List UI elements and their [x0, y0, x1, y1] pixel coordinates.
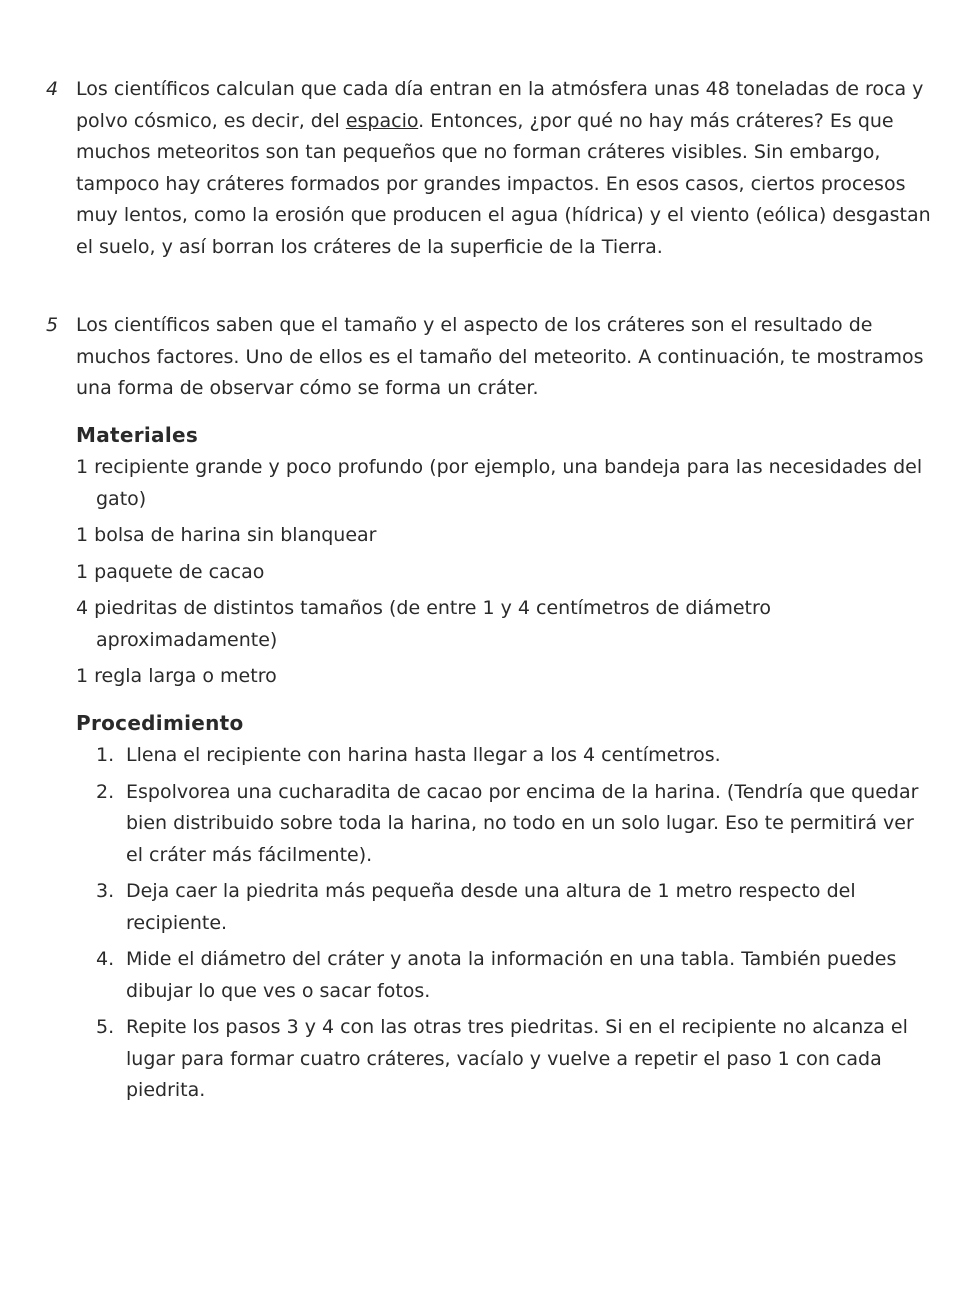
paragraph-number: 5 — [46, 314, 59, 336]
paragraph-number: 4 — [46, 78, 59, 100]
step-text: Repite los pasos 3 y 4 con las otras tres piedritas. Si en el recipiente no alcanza el lugar para formar cuatro cráteres, vacíalo y vuelve a repetir el paso 1 con cada piedrita. — [126, 1016, 908, 1101]
underlined-word: espacio — [345, 109, 419, 132]
step-text: Deja caer la piedrita más pequeña desde una altura de 1 metro respecto del recipiente. — [126, 880, 856, 934]
step-text: Mide el diámetro del cráter y anota la información en una tabla. También puedes dibujar lo que ves o sacar fotos. — [126, 948, 897, 1002]
procedure-step — [96, 740, 936, 772]
materials-heading: Materiales — [76, 423, 199, 447]
procedure-step — [96, 1012, 936, 1107]
paragraph-text: Los científicos calculan que cada día entran en la atmósfera unas 48 toneladas de roca y polvo cósmico, es decir, del — [76, 78, 924, 132]
step-number: 4. — [96, 948, 115, 970]
step-number: 2. — [96, 780, 115, 803]
procedure-list — [96, 740, 936, 1112]
procedure-heading: Procedimiento — [76, 711, 244, 735]
paragraph-4 — [46, 74, 936, 263]
step-text: Llena el recipiente con harina hasta llegar a los 4 centímetros. — [126, 744, 721, 766]
procedure-step — [96, 777, 936, 872]
material-item: 1 recipiente grande y poco profundo (por ejemplo, una bandeja para las necesidades del gato) — [76, 456, 923, 510]
paragraph-text: Los científicos saben que el tamaño y el aspecto de los cráteres son el resultado de muchos factores. Uno de ellos es el tamaño del meteorito. A continuación, te mostramos una forma de observar cómo se forma un cráter. — [76, 314, 924, 399]
procedure-step — [96, 876, 936, 939]
material-item: 1 bolsa de harina sin blanquear — [76, 524, 377, 546]
procedure-step — [96, 944, 936, 1007]
material-item: 1 paquete de cacao — [76, 560, 265, 583]
paragraph-text: . Entonces, ¿por qué no hay más cráteres? Es que muchos meteoritos son tan pequeños que no forman cráteres visibles. Sin embargo, tampoco hay cráteres formados por grandes impactos. En esos casos, ciertos procesos muy lentos, como la erosión que producen el agua (hídrica) y el viento (eólica) desgastan el suelo, y así borran los cráteres de la superficie de la Tierra. — [76, 109, 931, 258]
step-text: Espolvorea una cucharadita de cacao por encima de la harina. (Tendría que quedar bien distribuido sobre toda la harina, no todo en un solo lugar. Eso te permitirá ver el cráter más fácilmente). — [126, 780, 919, 866]
materials-list — [76, 452, 936, 698]
material-item: 4 piedritas de distintos tamaños (de entre 1 y 4 centímetros de diámetro aproximadamente) — [76, 597, 771, 651]
material-item: 1 regla larga o metro — [76, 665, 277, 687]
step-number: 1. — [96, 744, 115, 766]
paragraph-5 — [46, 310, 936, 405]
step-number: 5. — [96, 1016, 115, 1038]
step-number: 3. — [96, 880, 115, 902]
